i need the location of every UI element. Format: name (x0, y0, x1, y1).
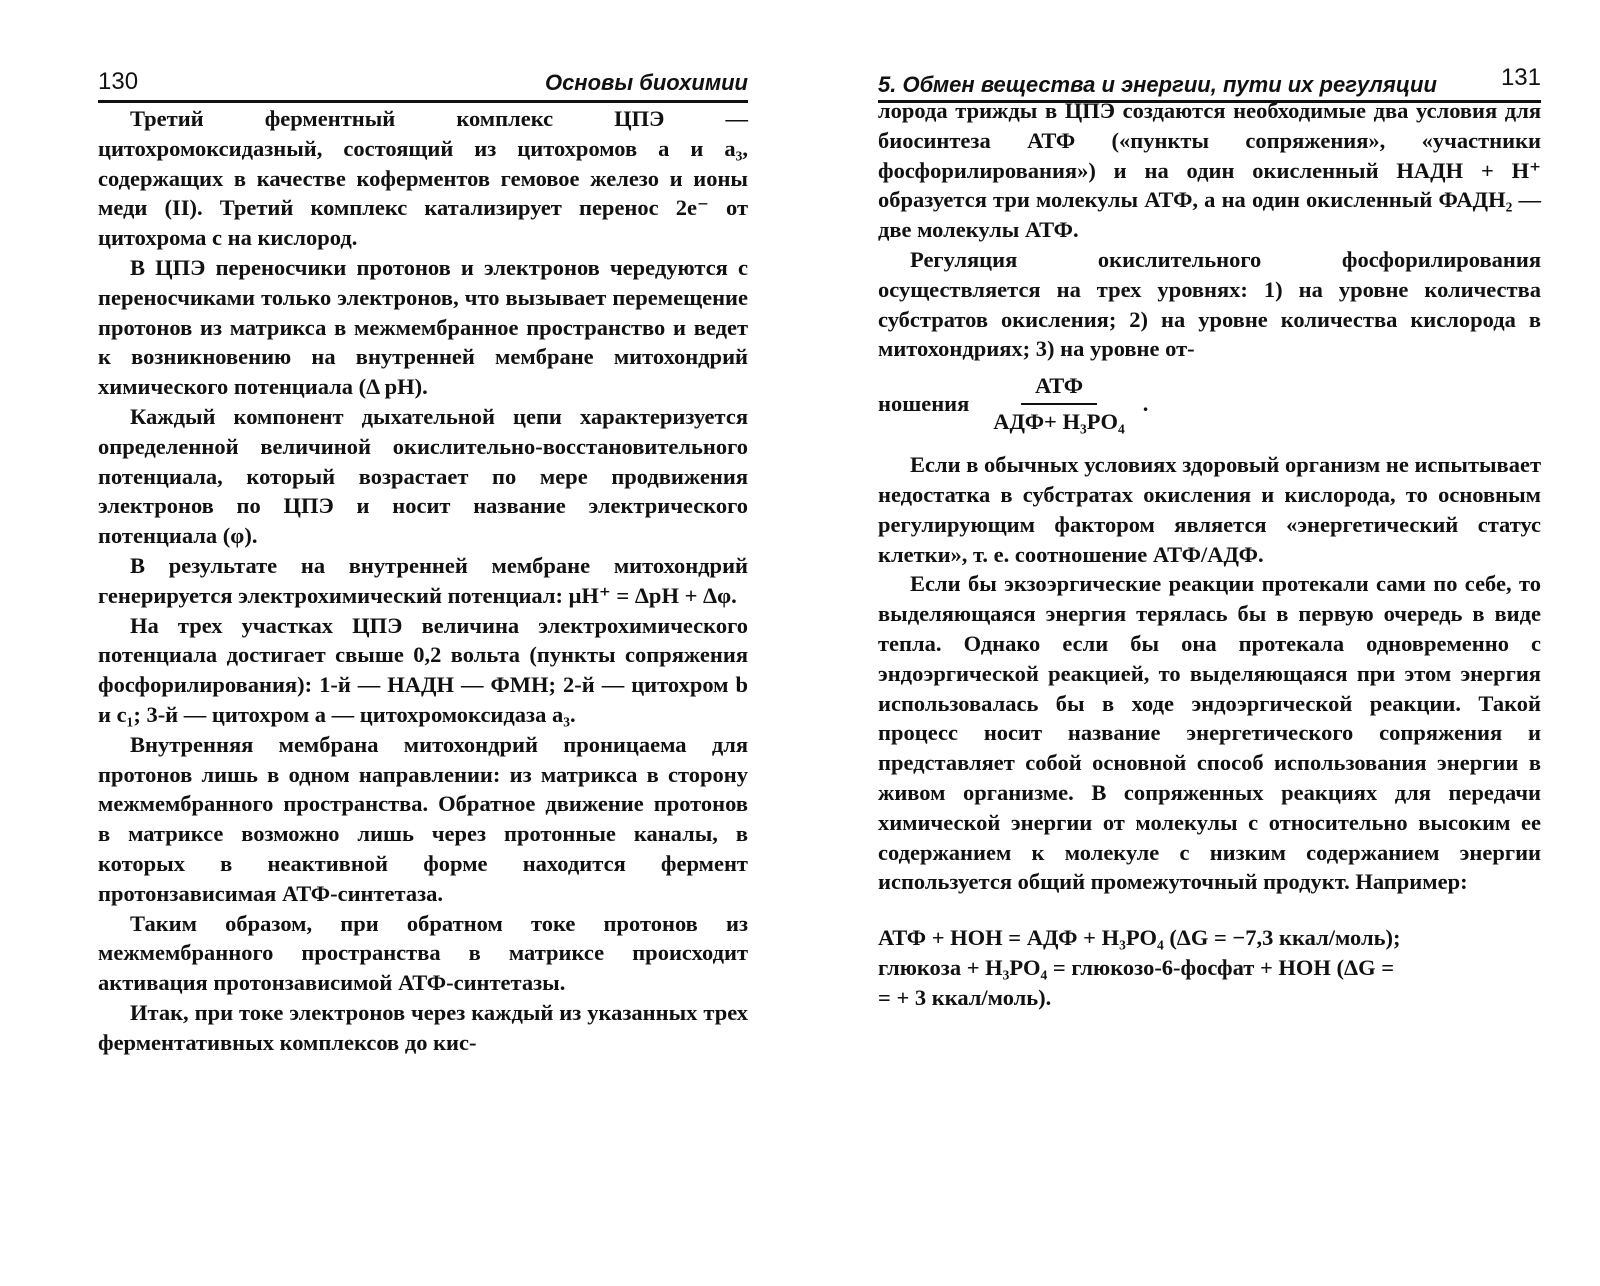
paragraph: Если бы экзоэргические реакции протекали сами по себе, то выделяющаяся энергия терялась бы в первую очередь в виде тепла. Однако если бы она протекала одновременно с эндоэргической реакцией, то выделяющаяся при этом энергия использовалась бы в ходе эндоэргической реакции. Такой процесс носит название энергетического сопряжения и представляет собой основной способ использования энергии в живом организме. В сопряженных реакциях для передачи химической энергии от молекулы с относительно высоким ее содержанием к молекуле с низким содержанием энергии используется общий промежуточный продукт. Например: (878, 571, 1541, 895)
page-number: 130 (98, 68, 139, 95)
running-title: Основы биохимии (544, 70, 748, 95)
ratio-formula (878, 372, 1541, 436)
paragraph: Если в обычных условиях здоровый организм не испытывает недостатка в субстратах окисления и кислорода, то основным регулирующим фактором является «энергетический статус клетки», т. е. соотношение АТФ/АДФ. (878, 452, 1541, 567)
fraction-denominator: АДФ+ H₃PO₄ (993, 409, 1125, 435)
running-title: 5. Обмен вещества и энергии, пути их регуляции (878, 72, 1437, 97)
equation-line: = + 3 ккал/моль). (878, 984, 1052, 1010)
paragraph: На трех участках ЦПЭ величина электрохимического потенциала достигает свыше 0,2 вольта (пункты сопряжения фосфорилирования): 1-й — НАДН — ФМН; 2-й — цитохром b и с₁; 3-й — цитохром а — цитохромоксидаза а₃. (98, 612, 748, 727)
equation-line: глюкоза + Н₃РО₄ = глюкозо-6-фосфат + НОН (ΔG = (878, 954, 1395, 980)
formula-prefix: ношения (878, 391, 970, 417)
paragraph: Внутренняя мембрана митохондрий проницаема для протонов лишь в одном направлении: из матрикса в сторону межмембранного пространства. Обратное движение протонов в матриксе возможно лишь через протонные каналы, в которых в неактивной форме находится фермент протонзависимая АТФ-синтетаза. (98, 731, 748, 906)
left-page-body (98, 104, 748, 1058)
fraction-numerator: АТФ (1021, 371, 1097, 405)
paragraph: Третий ферментный комплекс ЦПЭ — цитохромоксидазный, состоящий из цитохромов а и а₃, содержащих в качестве коферментов гемовое железо и ионы меди (II). Третий комплекс катализирует перенос 2е⁻ от цитохрома с на кислород. (98, 106, 748, 251)
formula-suffix: . (1142, 391, 1149, 417)
paragraph: Таким образом, при обратном токе протонов из межмембранного пространства в матриксе происходит активация протонзависимой АТФ-синтетазы. (98, 910, 748, 996)
right-page-body (878, 96, 1541, 1013)
right-page (800, 0, 1600, 1286)
paragraph: Регуляция окислительного фосфорилирования осуществляется на трех уровнях: 1) на уровне количества субстратов окисления; 2) на уровне количества кислорода в митохондриях; 3) на уровне от- (878, 246, 1541, 362)
paragraph: Каждый компонент дыхательной цепи характеризуется определенной величиной окислительно-восстановительного потенциала, который возрастает по мере продвижения электронов по ЦПЭ и носит название электрического потенциала (φ). (98, 403, 748, 549)
paragraph: В результате на внутренней мембране митохондрий генерируется электрохимический потенциал: μH⁺ = ΔpH + Δφ. (98, 552, 748, 608)
page-number: 131 (1500, 64, 1541, 91)
reaction-equations (878, 923, 1541, 1012)
equation-line: АТФ + НОН = АДФ + Н₃РО₄ (ΔG = −7,3 ккал/моль); (878, 925, 1401, 951)
left-page-header (98, 64, 748, 103)
fraction (979, 371, 1138, 437)
paragraph: лорода трижды в ЦПЭ создаются необходимые два условия для биосинтеза АТФ («пункты сопряжения», «участники фосфорилирования») и на один окисленный НАДН + Н⁺ образуется три молекулы АТФ, а на один окисленный ФАДН₂ — две молекулы АТФ. (878, 98, 1541, 243)
paragraph: В ЦПЭ переносчики протонов и электронов чередуются с переносчиками только электронов, что вызывает перемещение протонов из матрикса в межмембранное пространство и ведет к возникновению на внутренней мембране митохондрий химического потенциала (Δ pH). (98, 254, 748, 400)
paragraph: Итак, при токе электронов через каждый из указанных трех ферментативных комплексов до кис- (98, 999, 748, 1055)
